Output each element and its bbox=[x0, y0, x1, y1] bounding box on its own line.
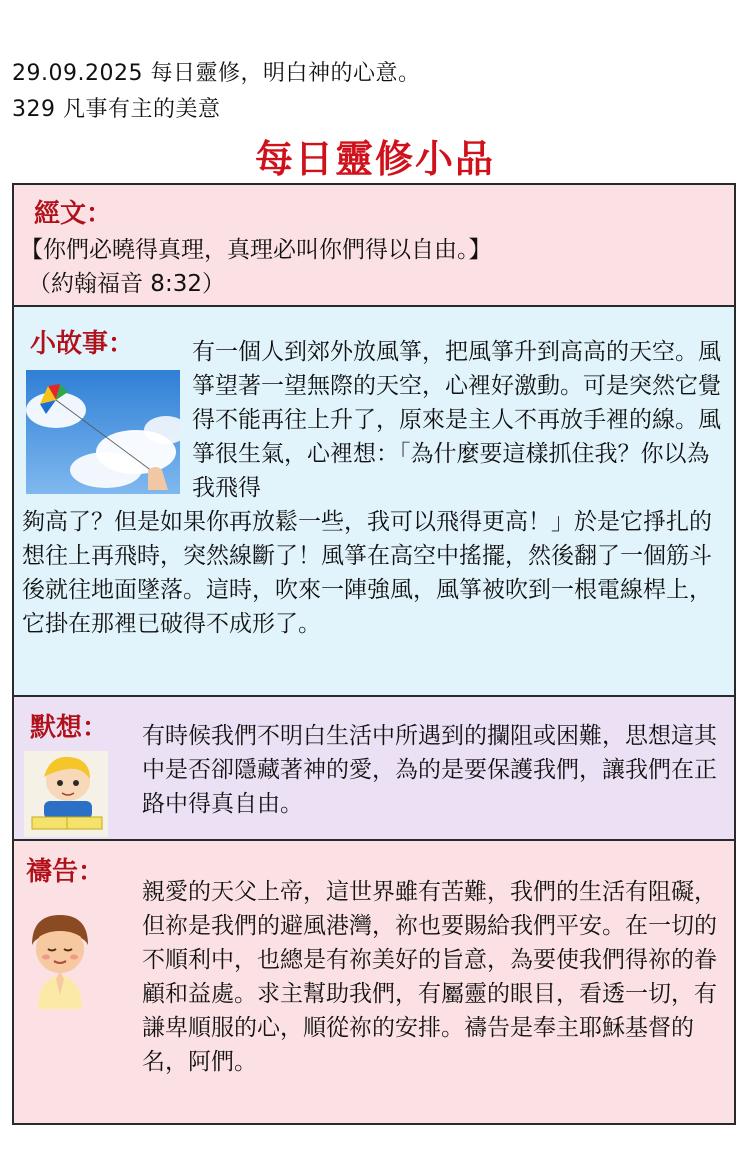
hymn-heading: 329 凡事有主的美意 bbox=[12, 97, 221, 122]
scripture-label: 經文： bbox=[34, 199, 113, 229]
prayer-text: 親愛的天父上帝，這世界雖有苦難，我們的生活有阻礙，但祢是我們的避風港灣，祢也要賜給我們平安。在一切的不順利中，也總是有祢美好的旨意，為要使我們得祢的眷顧和益處。求主幫助我們，有屬靈的眼目，看透一切，有謙卑順服的心，順從祢的安排。禱告是奉主耶穌基督的名，阿們。 bbox=[142, 879, 717, 1075]
story-text-top: 有一個人到郊外放風箏，把風箏升到高高的天空。風箏望著一望無際的天空，心裡好激動。可是突然它覺得不能再往上升了，原來是主人不再放手裡的線。風箏很生氣，心裡想：「為什麼要這樣抓住我？你以為我飛得 bbox=[192, 339, 721, 501]
prayer-section bbox=[14, 841, 734, 1123]
meditation-label: 默想： bbox=[30, 713, 109, 743]
scripture-verse: 【你們必曉得真理，真理必叫你們得以自由。】 bbox=[20, 237, 492, 263]
scripture-section bbox=[14, 185, 734, 307]
story-section bbox=[14, 307, 734, 697]
prayer-label: 禱告： bbox=[26, 857, 105, 887]
page-title: 每日靈修小品 bbox=[254, 137, 495, 181]
reading-boy-icon bbox=[24, 751, 108, 837]
story-label: 小故事： bbox=[30, 329, 135, 359]
meditation-section bbox=[14, 697, 734, 841]
devotional-frame bbox=[12, 183, 736, 1125]
story-text-bottom: 夠高了？但是如果你再放鬆一些，我可以飛得更高！」於是它掙扎的想往上再飛時，突然線斷了！風箏在高空中搖擺，然後翻了一個筋斗後就往地面墜落。這時，吹來一陣強風，風箏被吹到一根電線桿上，它掛在那裡已破得不成形了。 bbox=[22, 509, 712, 637]
meditation-text: 有時候我們不明白生活中所遇到的攔阻或困難，思想這其中是否卻隱藏著神的愛，為的是要保護我們，讓我們在正路中得真自由。 bbox=[142, 723, 717, 817]
kite-sky-image bbox=[26, 370, 180, 494]
date-heading: 29.09.2025 每日靈修，明白神的心意。 bbox=[12, 61, 421, 86]
praying-child-icon bbox=[20, 909, 100, 1017]
scripture-reference: （約翰福音 8:32） bbox=[28, 271, 225, 297]
